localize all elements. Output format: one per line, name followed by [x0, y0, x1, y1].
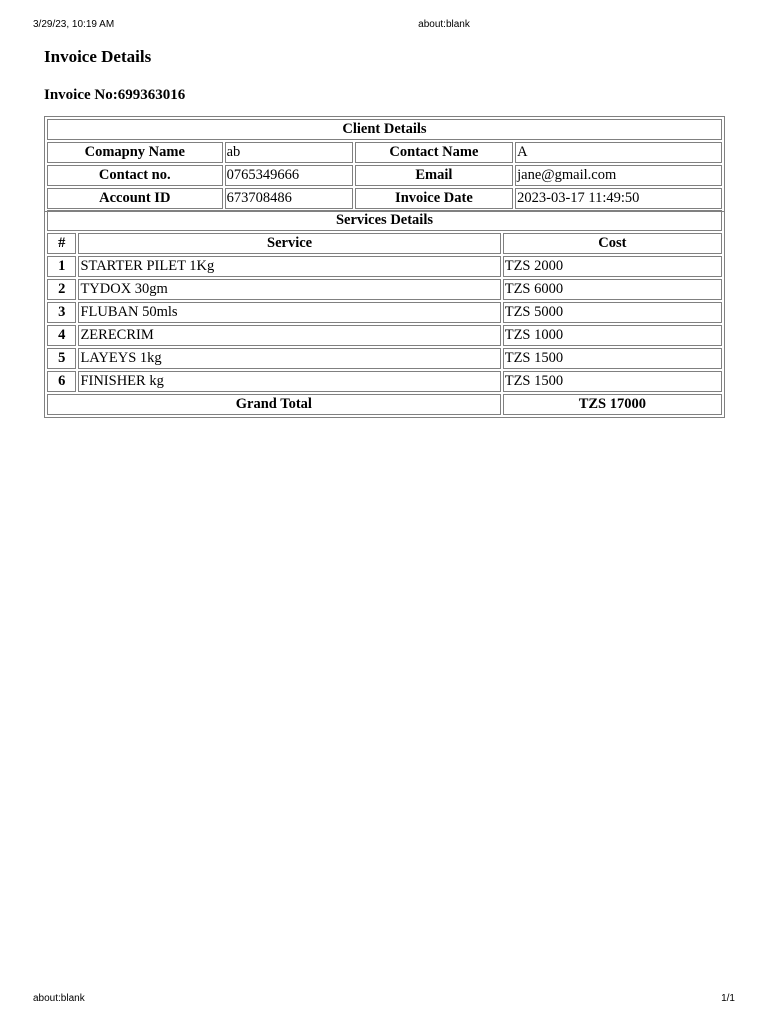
email-value: jane@gmail.com [515, 165, 722, 186]
client-row [47, 142, 722, 163]
service-name: FLUBAN 50mls [78, 302, 500, 323]
table-row [47, 256, 722, 277]
service-cost: TZS 6000 [503, 279, 722, 300]
table-row [47, 302, 722, 323]
contact-name-value: A [515, 142, 722, 163]
column-header-cost: Cost [503, 233, 722, 254]
client-row [47, 165, 722, 186]
client-details-table [44, 116, 725, 212]
page-title: Invoice Details [44, 47, 152, 66]
contact-name-label: Contact Name [355, 142, 513, 163]
service-name: STARTER PILET 1Kg [78, 256, 500, 277]
invoice-number-value: 699363016 [117, 87, 186, 103]
page-count: 1/1 [721, 993, 735, 1004]
invoice-number [44, 85, 725, 105]
table-row [47, 348, 722, 369]
service-name: TYDOX 30gm [78, 279, 500, 300]
services-header-row [47, 233, 722, 254]
service-cost: TZS 1000 [503, 325, 722, 346]
email-label: Email [355, 165, 513, 186]
service-cost: TZS 1500 [503, 371, 722, 392]
invoice-content [44, 44, 725, 418]
contact-no-value: 0765349666 [225, 165, 353, 186]
grand-total-label: Grand Total [47, 394, 501, 415]
footer-url: about:blank [33, 993, 85, 1004]
contact-no-label: Contact no. [47, 165, 223, 186]
invoice-date-label: Invoice Date [355, 188, 513, 209]
print-datetime: 3/29/23, 10:19 AM [33, 19, 115, 30]
service-cost: TZS 2000 [503, 256, 722, 277]
client-details-heading: Client Details [47, 119, 722, 140]
row-number: 1 [47, 256, 76, 277]
client-row [47, 188, 722, 209]
account-id-value: 673708486 [225, 188, 353, 209]
service-cost: TZS 1500 [503, 348, 722, 369]
services-details-heading: Services Details [47, 210, 722, 231]
grand-total-value: TZS 17000 [503, 394, 722, 415]
row-number: 3 [47, 302, 76, 323]
service-cost: TZS 5000 [503, 302, 722, 323]
row-number: 4 [47, 325, 76, 346]
table-row [47, 371, 722, 392]
company-name-label: Comapny Name [47, 142, 223, 163]
services-details-table [44, 208, 725, 418]
grand-total-row [47, 394, 722, 415]
service-name: LAYEYS 1kg [78, 348, 500, 369]
account-id-label: Account ID [47, 188, 223, 209]
service-name: FINISHER kg [78, 371, 500, 392]
print-url: about:blank [418, 19, 470, 30]
table-row [47, 325, 722, 346]
table-row [47, 279, 722, 300]
invoice-number-label: Invoice No: [44, 87, 118, 103]
row-number: 5 [47, 348, 76, 369]
column-header-number: # [47, 233, 76, 254]
service-name: ZERECRIM [78, 325, 500, 346]
column-header-service: Service [78, 233, 500, 254]
company-name-value: ab [225, 142, 353, 163]
row-number: 2 [47, 279, 76, 300]
row-number: 6 [47, 371, 76, 392]
invoice-date-value: 2023-03-17 11:49:50 [515, 188, 722, 209]
